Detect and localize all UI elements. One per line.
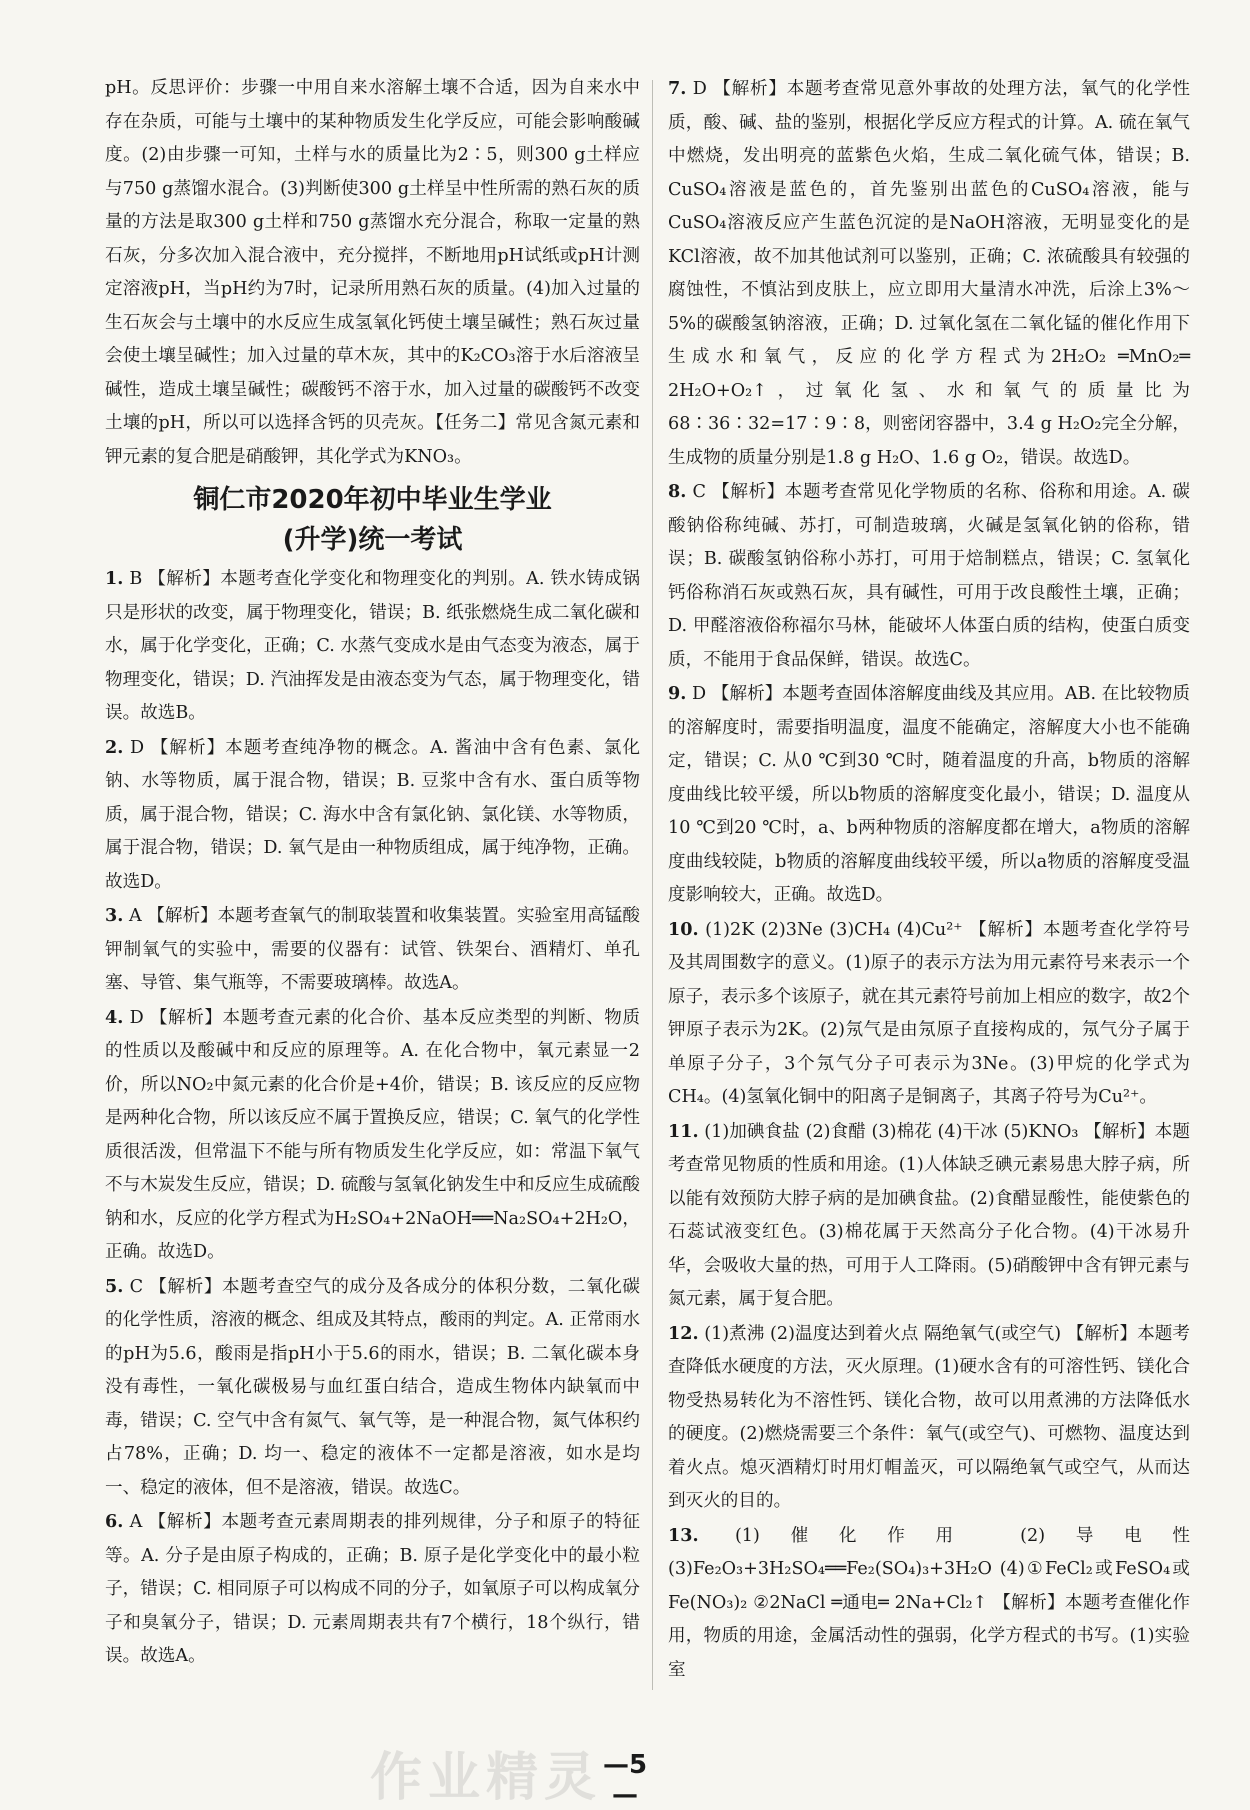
answer-text: B 【解析】本题考查化学变化和物理变化的判别。A. 铁水铸成锅只是形状的改变，属于物理变化，错误；B. 纸张燃烧生成二氧化碳和水，属于化学变化，正确；C. 水蒸气变成水是由气态变为液态，属于物理变化，错误；D. 汽油挥发是由液态变为气态，属于物理变化，错误。故选B。 [105,569,641,723]
exam-title-line1: 铜仁市2020年初中毕业生学业 [193,485,552,515]
answer-text: (1)煮沸 (2)温度达到着火点 隔绝氧气(或空气) 【解析】本题考查降低水硬度的方法，灭火原理。(1)硬水含有的可溶性钙、镁化合物受热易转化为不溶性钙、镁化合物，故可以用煮沸的方法降低水的硬度。(2)燃烧需要三个条件：氧气(或空气)、可燃物、温度达到着火点。熄灭酒精灯时用灯帽盖灭，可以隔绝氧气或空气，从而达到灭火的目的。 [668,1323,1190,1511]
answer-number: 11. [668,1120,699,1142]
answer-text: D 【解析】本题考查元素的化合价、基本反应类型的判断、物质的性质以及酸碱中和反应的原理等。A. 在化合物中，氧元素显一2价，所以NO₂中氮元素的化合价是+4价，错误；B. 该反应的反应物是两种化合物，所以该反应不属于置换反应，错误；C. 氧气的化学性质很活泼，但常温下不能与所有物质发生化学反应，如：常温下氧气不与木炭发生反应，错误；D. 硫酸与氢氧化钠发生中和反应生成硫酸钠和水，反应的化学方程式为H₂SO₄+2NaOH══Na₂SO₄+2H₂O，正确。故选D。 [105,1007,641,1262]
answer-item [105,731,640,900]
answer-number: 8. [668,481,687,502]
answer-item [105,1270,640,1506]
intro-paragraph: pH。反思评价：步骤一中用自来水溶解土壤不合适，因为自来水中存在杂质，可能与土壤中的某种物质发生化学反应，可能会影响酸碱度。(2)由步骤一可知，土样与水的质量比为2∶5，则300 g土样应与750 g蒸馏水混合。(3)判断使300 g土样呈中性所需的熟石灰的质量的方法是取300 g土样和750 g蒸馏水充分混合，称取一定量的熟石灰，分多次加入混合液中，充分搅拌，不断地用pH试纸或pH计测定溶液pH，当pH约为7时，记录所用熟石灰的质量。(4)加入过量的生石灰会与土壤中的水反应生成氢氧化钙使土壤呈碱性；熟石灰过量会使土壤呈碱性；加入过量的草木灰，其中的K₂CO₃溶于水后溶液呈碱性，造成土壤呈碱性；碳酸钙不溶于水，加入过量的碳酸钙不改变土壤的pH，所以可以选择含钙的贝壳灰。【任务二】常见含氮元素和钾元素的复合肥是硝酸钾，其化学式为KNO₃。 [105,78,640,467]
answer-number: 1. [105,568,124,589]
answer-item [105,899,640,1001]
answer-text: D 【解析】本题考查纯净物的概念。A. 酱油中含有色素、氯化钠、水等物质，属于混合物，错误；B. 豆浆中含有水、蛋白质等物质，属于混合物，错误；C. 海水中含有氯化钠、氯化镁、水等物质，属于混合物，错误；D. 氧气是由一种物质组成，属于纯净物，正确。故选D。 [105,737,641,892]
right-column [668,72,1190,1687]
watermark: 作业精灵 [370,1747,603,1808]
answer-text: (1)加碘食盐 (2)食醋 (3)棉花 (4)干冰 (5)KNO₃ 【解析】本题考查常见物质的性质和用途。(1)人体缺乏碘元素易患大脖子病，所以能有效预防大脖子病的是加碘食盐。(2)食醋显酸性，能使紫色的石蕊试液变红色。(3)棉花属于天然高分子化合物。(4)干冰易升华，会吸收大量的热，可用于人工降雨。(5)硝酸钾中含有钾元素与氮元素，属于复合肥。 [668,1121,1191,1309]
answer-item [668,913,1190,1115]
answer-item [668,1317,1190,1519]
answer-number: 5. [105,1275,124,1297]
answer-item [105,1001,640,1270]
answer-item [105,1505,640,1674]
answer-number: 3. [105,905,124,926]
answer-number: 4. [105,1006,124,1028]
answer-item [668,1115,1190,1317]
answer-item [668,475,1190,677]
answer-item [668,72,1190,475]
answer-number: 6. [105,1511,124,1532]
left-question-list [105,562,640,1674]
answer-item [105,562,640,731]
answer-item [668,1519,1190,1688]
answer-number: 7. [668,78,687,99]
answer-number: 13. [668,1524,699,1546]
answer-number: 12. [668,1322,699,1344]
answer-number: 9. [668,683,687,704]
answer-text: D 【解析】本题考查固体溶解度曲线及其应用。AB. 在比较物质的溶解度时，需要指明温度，温度不能确定，溶解度大小也不能确定，错误；C. 从0 ℃到30 ℃时，随着温度的升高，b物质的溶解度曲线比较平缓，所以b物质的溶解度变化最小，错误；D. 温度从10 ℃到20 ℃时，a、b两种物质的溶解度都在增大，a物质的溶解度曲线较陡，b物质的溶解度曲线较平缓，所以a物质的溶解度受温度影响较大，正确。故选D。 [668,684,1190,905]
answer-text: A 【解析】本题考查氧气的制取装置和收集装置。实验室用高锰酸钾制氧气的实验中，需要的仪器有：试管、铁架台、酒精灯、单孔塞、导管、集气瓶等，不需要玻璃棒。故选A。 [105,906,641,993]
page-number: —5— [602,1750,648,1810]
right-question-list [668,72,1190,1687]
answer-text: (1)催化作用 (2)导电性 (3)Fe₂O₃+3H₂SO₄══Fe₂(SO₄)₃+3H₂O (4)①FeCl₂或FeSO₄或Fe(NO₃)₂ ②2NaCl ═通电═ 2Na+Cl₂↑ 【解析】本题考查催化作用，物质的用途，金属活动性的强弱，化学方程式的书写。(1)实验室 [668,1525,1191,1680]
answer-number: 2. [105,736,124,758]
answer-text: A 【解析】本题考查元素周期表的排列规律，分子和原子的特征等。A. 分子是由原子构成的，正确；B. 原子是化学变化中的最小粒子，错误；C. 相同原子可以构成不同的分子，如氧原子可以构成氧分子和臭氧分子，错误；D. 元素周期表共有7个横行，18个纵行，错误。故选A。 [105,1512,640,1666]
answer-text: C 【解析】本题考查常见化学物质的名称、俗称和用途。A. 碳酸钠俗称纯碱、苏打，可制造玻璃，火碱是氢氧化钠的俗称，错误；B. 碳酸氢钠俗称小苏打，可用于焙制糕点，错误；C. 氢氧化钙俗称消石灰或熟石灰，具有碱性，可用于改良酸性土壤，正确；D. 甲醛溶液俗称福尔马林，能破坏人体蛋白质的结构，使蛋白质变质，不能用于食品保鲜，错误。故选C。 [668,482,1191,670]
answer-item [668,677,1190,913]
answer-text: D 【解析】本题考查常见意外事故的处理方法，氧气的化学性质，酸、碱、盐的鉴别，根据化学反应方程式的计算。A. 硫在氧气中燃烧，发出明亮的蓝紫色火焰，生成二氧化硫气体，错误；B. CuSO₄溶液是蓝色的，首先鉴别出蓝色的CuSO₄溶液，能与CuSO₄溶液反应产生蓝色沉淀的是NaOH溶液，无明显变化的是KCl溶液，故不加其他试剂可以鉴别，正确；C. 浓硫酸具有较强的腐蚀性，不慎沾到皮肤上，应立即用大量清水冲洗，后涂上3%～5%的碳酸氢钠溶液，正确；D. 过氧化氢在二氧化锰的催化作用下生成水和氧气，反应的化学方程式为2H₂O₂ ═MnO₂═ 2H₂O+O₂↑，过氧化氢、水和氧气的质量比为68∶36∶32=17∶9∶8，则密闭容器中，3.4 g H₂O₂完全分解，生成物的质量分别是1.8 g H₂O、1.6 g O₂，错误。故选D。 [668,79,1191,468]
answer-number: 10. [668,918,699,940]
left-column [105,72,640,1674]
answer-text: C 【解析】本题考查空气的成分及各成分的体积分数，二氧化碳的化学性质，溶液的概念、组成及其特点，酸雨的判定。A. 正常雨水的pH为5.6，酸雨是指pH小于5.6的雨水，错误；B. 二氧化碳本身没有毒性，一氧化碳极易与血红蛋白结合，造成生物体内缺氧而中毒，错误；C. 空气中含有氮气、氧气等，是一种混合物，氮气体积约占78%，正确；D. 均一、稳定的液体不一定都是溶液，如水是均一、稳定的液体，但不是溶液，错误。故选C。 [105,1276,640,1498]
exam-title-line2: (升学)统一考试 [282,525,463,555]
column-divider [652,80,653,1690]
answer-text: (1)2K (2)3Ne (3)CH₄ (4)Cu²⁺ 【解析】本题考查化学符号及其周围数字的意义。(1)原子的表示方法为用元素符号来表示一个原子，表示多个该原子，就在其元素符号前加上相应的数字，故2个钾原子表示为2K。(2)氖气是由氖原子直接构成的，氖气分子属于单原子分子，3个氖气分子可表示为3Ne。(3)甲烷的化学式为CH₄。(4)氢氧化铜中的阳离子是铜离子，其离子符号为Cu²⁺。 [668,919,1191,1107]
